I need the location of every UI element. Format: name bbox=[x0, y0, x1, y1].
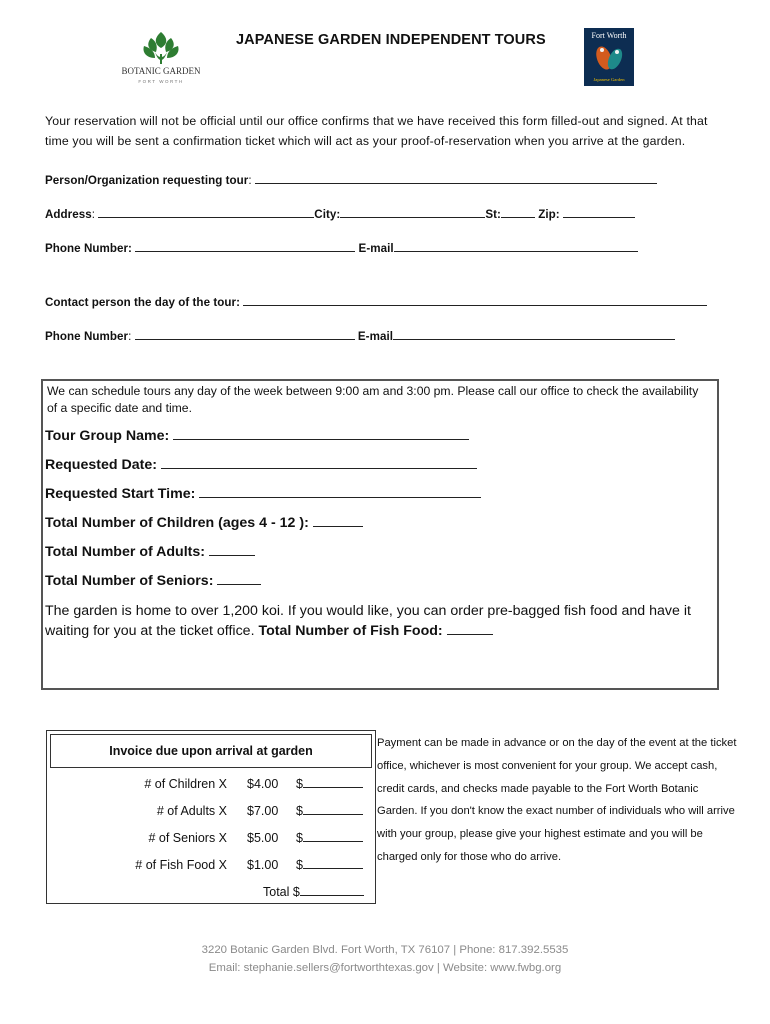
invoice-row-amount[interactable]: $ bbox=[296, 777, 363, 791]
city-label: City: bbox=[314, 208, 341, 221]
fish-food-field[interactable] bbox=[447, 623, 493, 635]
phone2-field[interactable] bbox=[135, 330, 355, 340]
logo-name-text: Fort Worth bbox=[591, 31, 627, 40]
seniors-count-line bbox=[45, 573, 261, 589]
invoice-row-price: $1.00 bbox=[247, 858, 279, 872]
phone2-label: Phone Number bbox=[45, 330, 129, 343]
invoice-row-label: # of Fish Food X bbox=[135, 858, 227, 872]
intro-paragraph: Your reservation will not be official until our office confirms that we have received this form filled-out and signed. At that time you will be sent a confirmation ticket which will act as your proof-of-reservation when you arrive at the garden. bbox=[45, 114, 708, 148]
zip-field[interactable] bbox=[563, 208, 635, 218]
requested-date-field[interactable] bbox=[161, 457, 477, 469]
invoice-table bbox=[46, 730, 376, 904]
email2-field[interactable] bbox=[393, 330, 675, 340]
invoice-row-price: $5.00 bbox=[247, 831, 279, 845]
start-time-line bbox=[45, 486, 481, 502]
children-count-line bbox=[45, 515, 363, 531]
invoice-row bbox=[47, 804, 377, 824]
group-name-label: Tour Group Name: bbox=[45, 428, 170, 444]
children-count-field[interactable] bbox=[313, 515, 363, 527]
page-title: JAPANESE GARDEN INDEPENDENT TOURS bbox=[236, 32, 546, 48]
dayof-contact-field[interactable] bbox=[243, 296, 707, 306]
start-time-field[interactable] bbox=[199, 486, 481, 498]
state-field[interactable] bbox=[501, 208, 535, 218]
logo-subtitle-text: FORT WORTH bbox=[138, 79, 184, 84]
invoice-row-price: $7.00 bbox=[247, 804, 279, 818]
group-name-line bbox=[45, 428, 469, 444]
fish-food-label: Total Number of Fish Food: bbox=[258, 623, 443, 639]
invoice-total-label: Total $ bbox=[263, 885, 300, 899]
dayof-contact-label: Contact person the day of the tour: bbox=[45, 296, 240, 309]
schedule-note: We can schedule tours any day of the week between 9:00 am and 3:00 pm. Please call our office to check the availability of a specific date and time. bbox=[47, 384, 699, 415]
adults-count-line bbox=[45, 544, 255, 560]
city-field[interactable] bbox=[340, 208, 485, 218]
footer-address: 3220 Botanic Garden Blvd. Fort Worth, TX 76107 | Phone: 817.392.5535 bbox=[201, 944, 569, 956]
invoice-total[interactable] bbox=[263, 885, 364, 899]
seniors-count-label: Total Number of Seniors: bbox=[45, 573, 214, 589]
koi-text: The garden is home to over 1,200 koi. If you would like, you can order pre-bagged fish food and have it waiting for you at the ticket office. bbox=[45, 603, 691, 639]
address-label: Address bbox=[45, 208, 92, 221]
japanese-garden-logo bbox=[584, 28, 634, 86]
invoice-row-label: # of Adults X bbox=[156, 804, 227, 818]
address-field[interactable] bbox=[98, 208, 314, 218]
invoice-row-amount[interactable]: $ bbox=[296, 858, 363, 872]
dayof-contact-line bbox=[45, 296, 707, 309]
phone2-line: Phone Number: E-mail bbox=[45, 330, 675, 343]
invoice-row bbox=[47, 777, 377, 797]
phone-label: Phone Number: bbox=[45, 242, 132, 255]
seniors-count-field[interactable] bbox=[217, 573, 261, 585]
invoice-row bbox=[47, 858, 377, 878]
children-count-label: Total Number of Children (ages 4 - 12 ): bbox=[45, 515, 309, 531]
invoice-row bbox=[47, 831, 377, 851]
requester-line: Person/Organization requesting tour: bbox=[45, 174, 657, 187]
invoice-row-price: $4.00 bbox=[247, 777, 279, 791]
leaf-icon bbox=[143, 32, 178, 64]
requester-label: Person/Organization requesting tour bbox=[45, 174, 249, 187]
email-label: E-mail bbox=[358, 242, 394, 255]
address-line: Address: City: St: Zip: bbox=[45, 208, 635, 221]
tour-details-box bbox=[41, 379, 719, 690]
invoice-title: Invoice due upon arrival at garden bbox=[50, 734, 372, 768]
requested-date-line bbox=[45, 457, 477, 473]
requested-date-label: Requested Date: bbox=[45, 457, 157, 473]
email2-label: E-mail bbox=[357, 330, 393, 343]
adults-count-field[interactable] bbox=[209, 544, 255, 556]
phone-field[interactable] bbox=[135, 242, 355, 252]
state-label: St: bbox=[485, 208, 501, 221]
requester-field[interactable] bbox=[255, 174, 657, 184]
invoice-row-label: # of Children X bbox=[144, 777, 227, 791]
email-field[interactable] bbox=[394, 242, 638, 252]
logo-name-text: BOTANIC GARDEN bbox=[122, 66, 200, 76]
adults-count-label: Total Number of Adults: bbox=[45, 544, 205, 560]
start-time-label: Requested Start Time: bbox=[45, 486, 196, 502]
botanic-garden-logo bbox=[122, 30, 200, 88]
zip-label: Zip: bbox=[538, 208, 560, 221]
payment-note: Payment can be made in advance or on the day of the event at the ticket office, whichever is most convenient for your group. We accept cash, credit cards, and checks made payable to the Fort Worth Botanic Garden. If you don't know the exact number of individuals who will arrive with your group, please give your highest estimate and you will be charged only for those who do arrive. bbox=[377, 737, 737, 863]
group-name-field[interactable] bbox=[173, 428, 469, 440]
invoice-row-amount[interactable]: $ bbox=[296, 804, 363, 818]
koi-paragraph bbox=[45, 601, 705, 641]
invoice-row-amount[interactable]: $ bbox=[296, 831, 363, 845]
phone-line bbox=[45, 242, 638, 255]
footer-contact: Email: stephanie.sellers@fortworthtexas.gov | Website: www.fwbg.org bbox=[208, 962, 562, 974]
invoice-row-label: # of Seniors X bbox=[148, 831, 227, 845]
logo-subtitle-text: Japanese Garden bbox=[593, 77, 625, 82]
